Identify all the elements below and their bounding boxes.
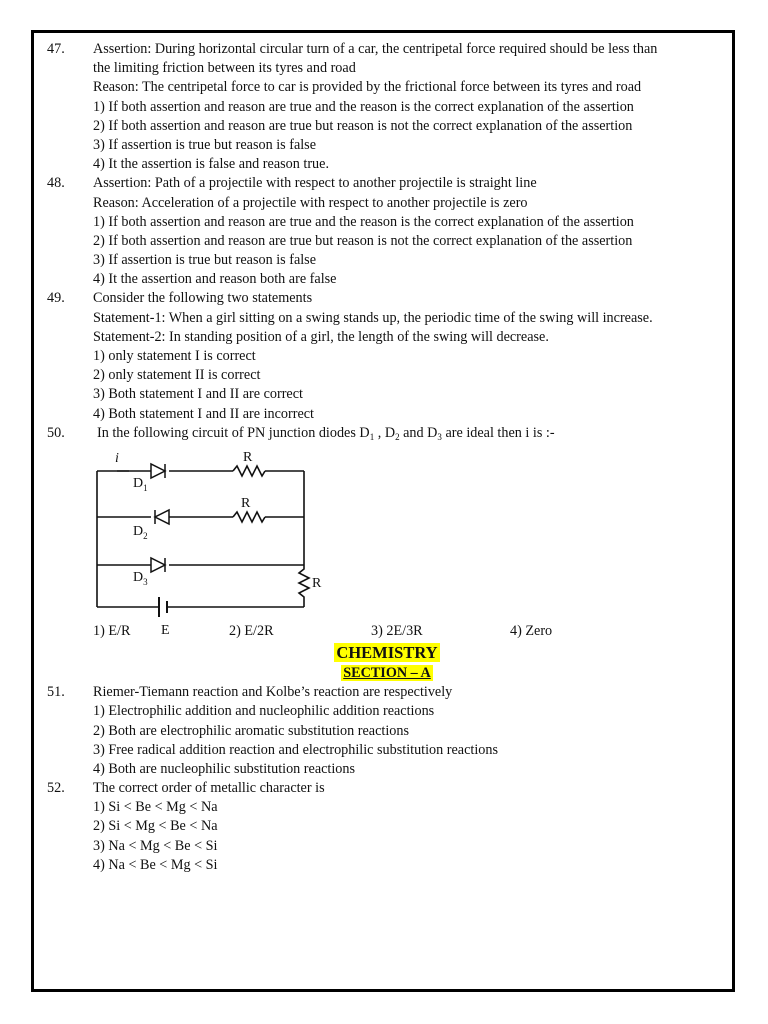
option-2[interactable]: 2) If both assertion and reason are true but reason is not the correct explanation of the assertion bbox=[93, 117, 633, 134]
diode-1 bbox=[151, 464, 165, 478]
reason-text: Reason: Acceleration of a projectile with respect to another projectile is zero bbox=[93, 194, 528, 211]
option-4[interactable]: 4) Both are nucleophilic substitution reactions bbox=[93, 760, 356, 777]
assertion-text-continued: the limiting friction between its tyres and road bbox=[93, 60, 356, 77]
question-stem: Consider the following two statements bbox=[93, 290, 313, 307]
diode-3-label: $D_3$ bbox=[133, 570, 148, 587]
option-1[interactable]: 1) Electrophilic addition and nucleophilic addition reactions bbox=[93, 703, 435, 720]
question-number: 49. bbox=[47, 290, 65, 307]
option-1[interactable]: 1) If both assertion and reason are true and the reason is the correct explanation of the assertion bbox=[93, 98, 634, 115]
option-3[interactable]: 3) If assertion is true but reason is false bbox=[93, 252, 316, 269]
battery-label: E bbox=[161, 623, 170, 637]
resistor-1 bbox=[233, 466, 265, 476]
option-3[interactable]: 3) Both statement I and II are correct bbox=[93, 386, 303, 403]
diode-2 bbox=[155, 510, 169, 524]
diode-2-label: $D_2$ bbox=[133, 524, 148, 541]
option-1[interactable]: 1) Si < Be < Mg < Na bbox=[93, 799, 218, 816]
option-1[interactable]: 1) E/R bbox=[93, 622, 131, 639]
option-4[interactable]: 4) It the assertion and reason both are false bbox=[93, 271, 337, 288]
option-2[interactable]: 2) Si < Mg < Be < Na bbox=[93, 818, 218, 835]
option-4[interactable]: 4) Na < Be < Mg < Si bbox=[93, 856, 218, 873]
section-heading bbox=[47, 663, 727, 683]
option-2[interactable]: 2) If both assertion and reason are true but reason is not the correct explanation of the assertion bbox=[93, 232, 633, 249]
option-3[interactable]: 3) 2E/3R bbox=[371, 622, 423, 639]
option-4[interactable]: 4) Zero bbox=[510, 622, 553, 639]
section-title: SECTION – A bbox=[343, 665, 431, 682]
circuit-diagram bbox=[93, 447, 333, 637]
diode-1-label: $D_1$ bbox=[133, 476, 148, 493]
option-1[interactable]: 1) If both assertion and reason are true and the reason is the correct explanation of the assertion bbox=[93, 213, 634, 230]
question-number: 52. bbox=[47, 780, 65, 797]
question-51 bbox=[47, 683, 727, 779]
statement-1: Statement-1: When a girl sitting on a swing stands up, the periodic time of the swing will increase. bbox=[93, 309, 653, 326]
option-2[interactable]: 2) Both are electrophilic aromatic substitution reactions bbox=[93, 722, 409, 739]
question-52 bbox=[47, 779, 727, 875]
question-48 bbox=[47, 174, 727, 289]
assertion-text: Assertion: Path of a projectile with respect to another projectile is straight line bbox=[93, 175, 537, 192]
question-stem: The correct order of metallic character is bbox=[93, 780, 325, 797]
option-2[interactable]: 2) E/2R bbox=[229, 622, 274, 639]
resistor-2-label: R bbox=[241, 496, 251, 511]
diode-3 bbox=[151, 558, 165, 572]
option-1[interactable]: 1) only statement I is correct bbox=[93, 348, 256, 364]
resistor-1-label: R bbox=[243, 450, 253, 465]
resistor-2 bbox=[233, 512, 265, 522]
option-3[interactable]: 3) Free radical addition reaction and electrophilic substitution reactions bbox=[93, 741, 498, 758]
question-number: 50. bbox=[47, 424, 65, 441]
question-49 bbox=[47, 289, 727, 423]
question-47 bbox=[47, 40, 727, 174]
option-3[interactable]: 3) If assertion is true but reason is false bbox=[93, 136, 316, 153]
option-4[interactable]: 4) Both statement I and II are incorrect bbox=[93, 405, 314, 422]
option-3[interactable]: 3) Na < Mg < Be < Si bbox=[93, 837, 218, 854]
subject-heading bbox=[47, 643, 727, 663]
statement-2: Statement-2: In standing position of a girl, the length of the swing will decrease. bbox=[93, 328, 549, 345]
option-2[interactable]: 2) only statement II is correct bbox=[93, 367, 261, 384]
question-stem: In the following circuit of PN junction diodes $D_1$ , $D_2$ and $D_3$ are ideal then i is :- bbox=[97, 424, 555, 442]
question-number: 47. bbox=[47, 41, 65, 57]
resistor-3-label: R bbox=[312, 576, 322, 591]
resistor-3 bbox=[299, 559, 309, 607]
assertion-text: Assertion: During horizontal circular turn of a car, the centripetal force required should be less than bbox=[93, 41, 658, 57]
current-label: i bbox=[115, 451, 119, 466]
chemistry-title: CHEMISTRY bbox=[336, 643, 438, 663]
question-number: 51. bbox=[47, 684, 65, 701]
question-stem: Riemer-Tiemann reaction and Kolbe’s reaction are respectively bbox=[93, 684, 453, 701]
reason-text: Reason: The centripetal force to car is provided by the frictional force between its tyres and road bbox=[93, 79, 642, 96]
question-number: 48. bbox=[47, 175, 65, 192]
option-4[interactable]: 4) It the assertion is false and reason true. bbox=[93, 156, 329, 173]
